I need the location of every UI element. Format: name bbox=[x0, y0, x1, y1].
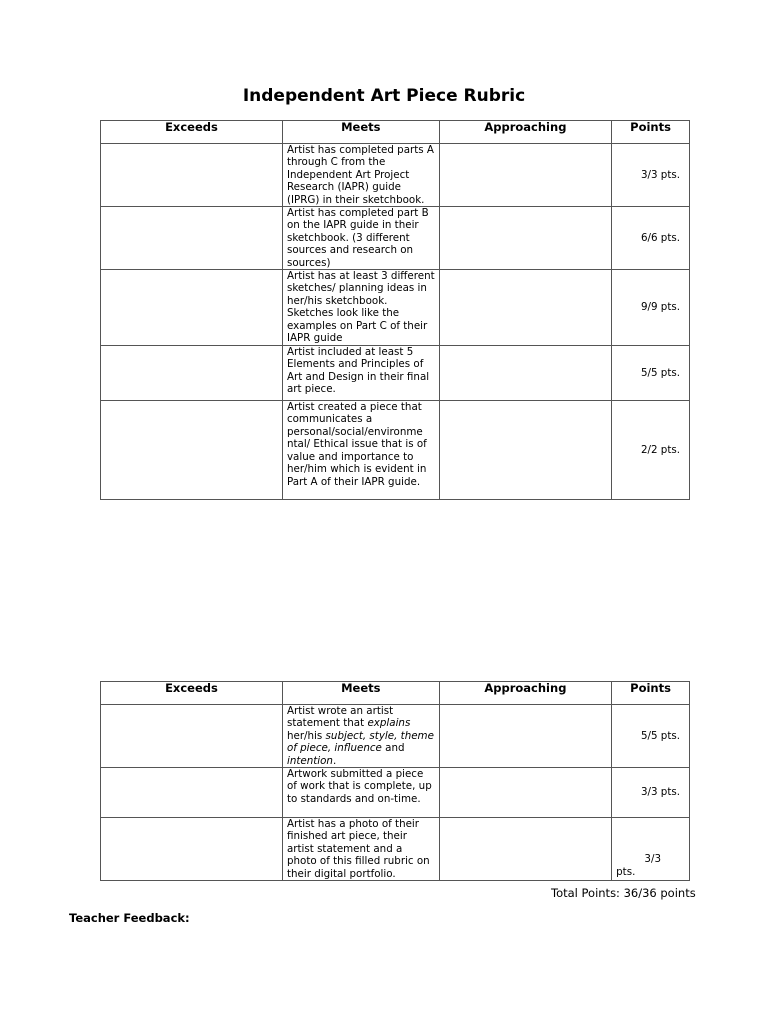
cell-approaching bbox=[439, 346, 611, 401]
header-approaching: Approaching bbox=[439, 682, 611, 705]
header-exceeds: Exceeds bbox=[101, 121, 283, 144]
table-header-row bbox=[101, 121, 690, 144]
cell-meets: Artist has completed parts A through C from the Independent Art Project Research (IAPR) guide (IPRG) in their sketchbook. bbox=[282, 144, 439, 207]
points-unit: pts. bbox=[616, 865, 636, 878]
cell-points: 2/2 pts. bbox=[612, 401, 690, 500]
cell-exceeds bbox=[101, 144, 283, 207]
cell-points: 5/5 pts. bbox=[612, 346, 690, 401]
cell-exceeds bbox=[101, 346, 283, 401]
cell-approaching bbox=[439, 705, 611, 768]
header-points: Points bbox=[612, 682, 690, 705]
header-meets: Meets bbox=[282, 682, 439, 705]
cell-meets: Artist has completed part B on the IAPR guide in their sketchbook. (3 different sources and research on sources) bbox=[282, 207, 439, 270]
table-row bbox=[101, 270, 690, 346]
cell-points bbox=[612, 818, 690, 881]
cell-points: 3/3 pts. bbox=[612, 768, 690, 818]
table-row bbox=[101, 144, 690, 207]
table-header-row bbox=[101, 682, 690, 705]
cell-approaching bbox=[439, 207, 611, 270]
cell-points: 6/6 pts. bbox=[612, 207, 690, 270]
header-meets: Meets bbox=[282, 121, 439, 144]
cell-exceeds bbox=[101, 207, 283, 270]
table-row bbox=[101, 768, 690, 818]
teacher-feedback-label: Teacher Feedback: bbox=[69, 911, 190, 925]
cell-meets bbox=[282, 705, 439, 768]
cell-exceeds bbox=[101, 818, 283, 881]
cell-exceeds bbox=[101, 270, 283, 346]
cell-exceeds bbox=[101, 705, 283, 768]
meets-text: and bbox=[381, 742, 405, 755]
header-exceeds: Exceeds bbox=[101, 682, 283, 705]
meets-text: her/his bbox=[286, 729, 326, 742]
cell-meets: Artist included at least 5 Elements and Principles of Art and Design in their final art piece. bbox=[282, 346, 439, 401]
table-row bbox=[101, 346, 690, 401]
header-points: Points bbox=[612, 121, 690, 144]
rubric-table-2 bbox=[100, 681, 690, 881]
cell-approaching bbox=[439, 401, 611, 500]
meets-emphasis: explains bbox=[367, 717, 411, 730]
meets-text: Artist wrote an artist statement that bbox=[286, 705, 394, 730]
points-value: 3/3 bbox=[644, 853, 661, 866]
table-row bbox=[101, 207, 690, 270]
meets-emphasis: subject, style, theme of piece, influence bbox=[286, 729, 434, 755]
cell-points: 5/5 pts. bbox=[612, 705, 690, 768]
rubric-table-1 bbox=[100, 120, 690, 500]
page-title: Independent Art Piece Rubric bbox=[242, 86, 526, 106]
cell-exceeds bbox=[101, 768, 283, 818]
table-row bbox=[101, 818, 690, 881]
cell-points: 9/9 pts. bbox=[612, 270, 690, 346]
table-row bbox=[101, 705, 690, 768]
cell-meets: Artist has at least 3 different sketches/ planning ideas in her/his sketchbook. Sketches look like the examples on Part C of their IAPR guide bbox=[282, 270, 439, 346]
cell-approaching bbox=[439, 818, 611, 881]
cell-approaching bbox=[439, 270, 611, 346]
header-approaching: Approaching bbox=[439, 121, 611, 144]
meets-text: . bbox=[332, 754, 337, 767]
cell-points: 3/3 pts. bbox=[612, 144, 690, 207]
total-points: Total Points: 36/36 points bbox=[551, 886, 696, 900]
cell-approaching bbox=[439, 768, 611, 818]
cell-approaching bbox=[439, 144, 611, 207]
cell-meets: Artist created a piece that communicates a personal/social/environme ntal/ Ethical issue that is of value and importance to her/him which is evident in Part A of their IAPR guide. bbox=[282, 401, 439, 500]
cell-exceeds bbox=[101, 401, 283, 500]
meets-emphasis: intention bbox=[286, 754, 333, 767]
cell-meets: Artist has a photo of their finished art piece, their artist statement and a photo of this filled rubric on their digital portfolio. bbox=[282, 818, 439, 881]
cell-meets: Artwork submitted a piece of work that is complete, up to standards and on-time. bbox=[282, 768, 439, 818]
table-row bbox=[101, 401, 690, 500]
